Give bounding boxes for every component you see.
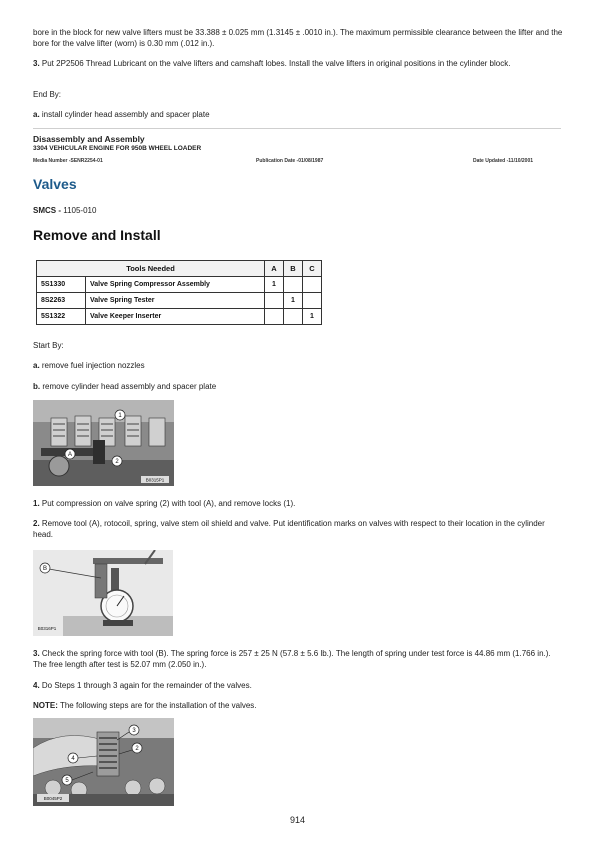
table-row xyxy=(37,277,322,293)
callout-2: 2 xyxy=(135,746,139,752)
callout-3: 3 xyxy=(132,728,136,734)
header-tools-needed: Tools Needed xyxy=(37,261,265,277)
item-text: install cylinder head assembly and spacer plate xyxy=(39,110,210,119)
smcs-value: 1105-010 xyxy=(61,206,97,215)
start-by-item-b xyxy=(33,381,563,392)
callout-2: 2 xyxy=(115,459,119,465)
note xyxy=(33,700,563,711)
smcs-code xyxy=(33,205,563,216)
note-label: NOTE: xyxy=(33,701,58,710)
table-header-row xyxy=(37,261,322,277)
valve-installation-photo xyxy=(33,718,174,806)
part-number: 8S2263 xyxy=(37,293,86,309)
step-text: Put compression on valve spring (2) with tool (A), and remove locks (1). xyxy=(39,499,296,508)
photo-code: B0045P2 xyxy=(43,796,63,801)
callout-1: 1 xyxy=(118,413,122,419)
tool-name: Valve Spring Tester xyxy=(86,293,265,309)
step-number: 3. xyxy=(33,59,40,68)
item-letter: a. xyxy=(33,361,40,370)
item-text: remove fuel injection nozzles xyxy=(39,361,145,370)
step-3-install-lifters xyxy=(33,58,563,69)
qty-b xyxy=(284,309,303,325)
date-updated: Date Updated -11/10/2001 xyxy=(473,158,534,164)
tool-name: Valve Spring Compressor Assembly xyxy=(86,277,265,293)
valve-spring-tester-photo xyxy=(33,550,173,636)
header-b: B xyxy=(284,261,303,277)
section-subtitle: 3304 VEHICULAR ENGINE FOR 950B WHEEL LOADER xyxy=(33,145,202,152)
step-4 xyxy=(33,680,563,691)
callout-5: 5 xyxy=(65,778,69,784)
item-letter: b. xyxy=(33,382,41,391)
qty-a xyxy=(265,309,284,325)
step-text: Remove tool (A), rotocoil, spring, valve stem oil shield and valve. Put identification marks on valves with respect to their location in the cylinder head. xyxy=(33,519,545,539)
header-c: C xyxy=(303,261,322,277)
callout-a: A xyxy=(67,452,73,458)
tools-needed-table xyxy=(36,260,322,325)
start-by-item-a xyxy=(33,360,563,371)
qty-b: 1 xyxy=(284,293,303,309)
table-row xyxy=(37,309,322,325)
callout-b: B xyxy=(42,566,48,572)
step-2 xyxy=(33,518,563,540)
step-number: 4. xyxy=(33,681,40,690)
intro-paragraph: bore in the block for new valve lifters must be 33.388 ± 0.025 mm (1.3145 ± .0010 in.). The maximum permissible clearance between the lifter and the bore for the valve lifter (worn) is 0.30 mm (.012 in.). xyxy=(33,28,563,48)
qty-a: 1 xyxy=(265,277,284,293)
step-number: 3. xyxy=(33,649,40,658)
callout-4: 4 xyxy=(71,756,75,762)
page-number: 914 xyxy=(289,815,306,825)
section-title: Disassembly and Assembly xyxy=(33,134,145,144)
heading-remove-install: Remove and Install xyxy=(33,227,161,243)
valve-spring-compressor-photo xyxy=(33,400,174,486)
note-text: The following steps are for the installation of the valves. xyxy=(57,701,257,710)
tool-name: Valve Keeper Inserter xyxy=(86,309,265,325)
table-row xyxy=(37,293,322,309)
qty-a xyxy=(265,293,284,309)
step-number: 2. xyxy=(33,519,40,528)
smcs-label: SMCS - xyxy=(33,206,61,215)
end-by-item-a xyxy=(33,109,563,120)
publication-date: Publication Date -01/08/1987 xyxy=(256,158,324,164)
part-number: 5S1330 xyxy=(37,277,86,293)
qty-c: 1 xyxy=(303,309,322,325)
step-3-spring-force xyxy=(33,648,563,670)
step-number: 1. xyxy=(33,499,40,508)
start-by-label: Start By: xyxy=(33,341,64,350)
item-letter: a. xyxy=(33,110,40,119)
qty-c xyxy=(303,277,322,293)
end-by-label: End By: xyxy=(33,90,62,99)
section-divider xyxy=(33,128,561,129)
photo-code: B0316P1 xyxy=(37,626,57,631)
step-1 xyxy=(33,498,563,509)
media-number: Media Number -SENR2254-01 xyxy=(33,158,103,164)
photo-code: B0315P1 xyxy=(145,477,165,483)
qty-c xyxy=(303,293,322,309)
header-a: A xyxy=(265,261,284,277)
part-number: 5S1322 xyxy=(37,309,86,325)
heading-valves: Valves xyxy=(33,176,77,192)
step-text: Check the spring force with tool (B). The spring force is 257 ± 25 N (57.8 ± 5.6 lb.). The length of spring under test force is 44.86 mm (1.766 in.). The free length after test is 52.07 mm (2.050 in.). xyxy=(33,649,551,669)
step-text: Put 2P2506 Thread Lubricant on the valve lifters and camshaft lobes. Install the valve lifters in original positions in the cylinder block. xyxy=(39,59,511,68)
step-text: Do Steps 1 through 3 again for the remainder of the valves. xyxy=(39,681,252,690)
item-text: remove cylinder head assembly and spacer plate xyxy=(40,382,217,391)
qty-b xyxy=(284,277,303,293)
